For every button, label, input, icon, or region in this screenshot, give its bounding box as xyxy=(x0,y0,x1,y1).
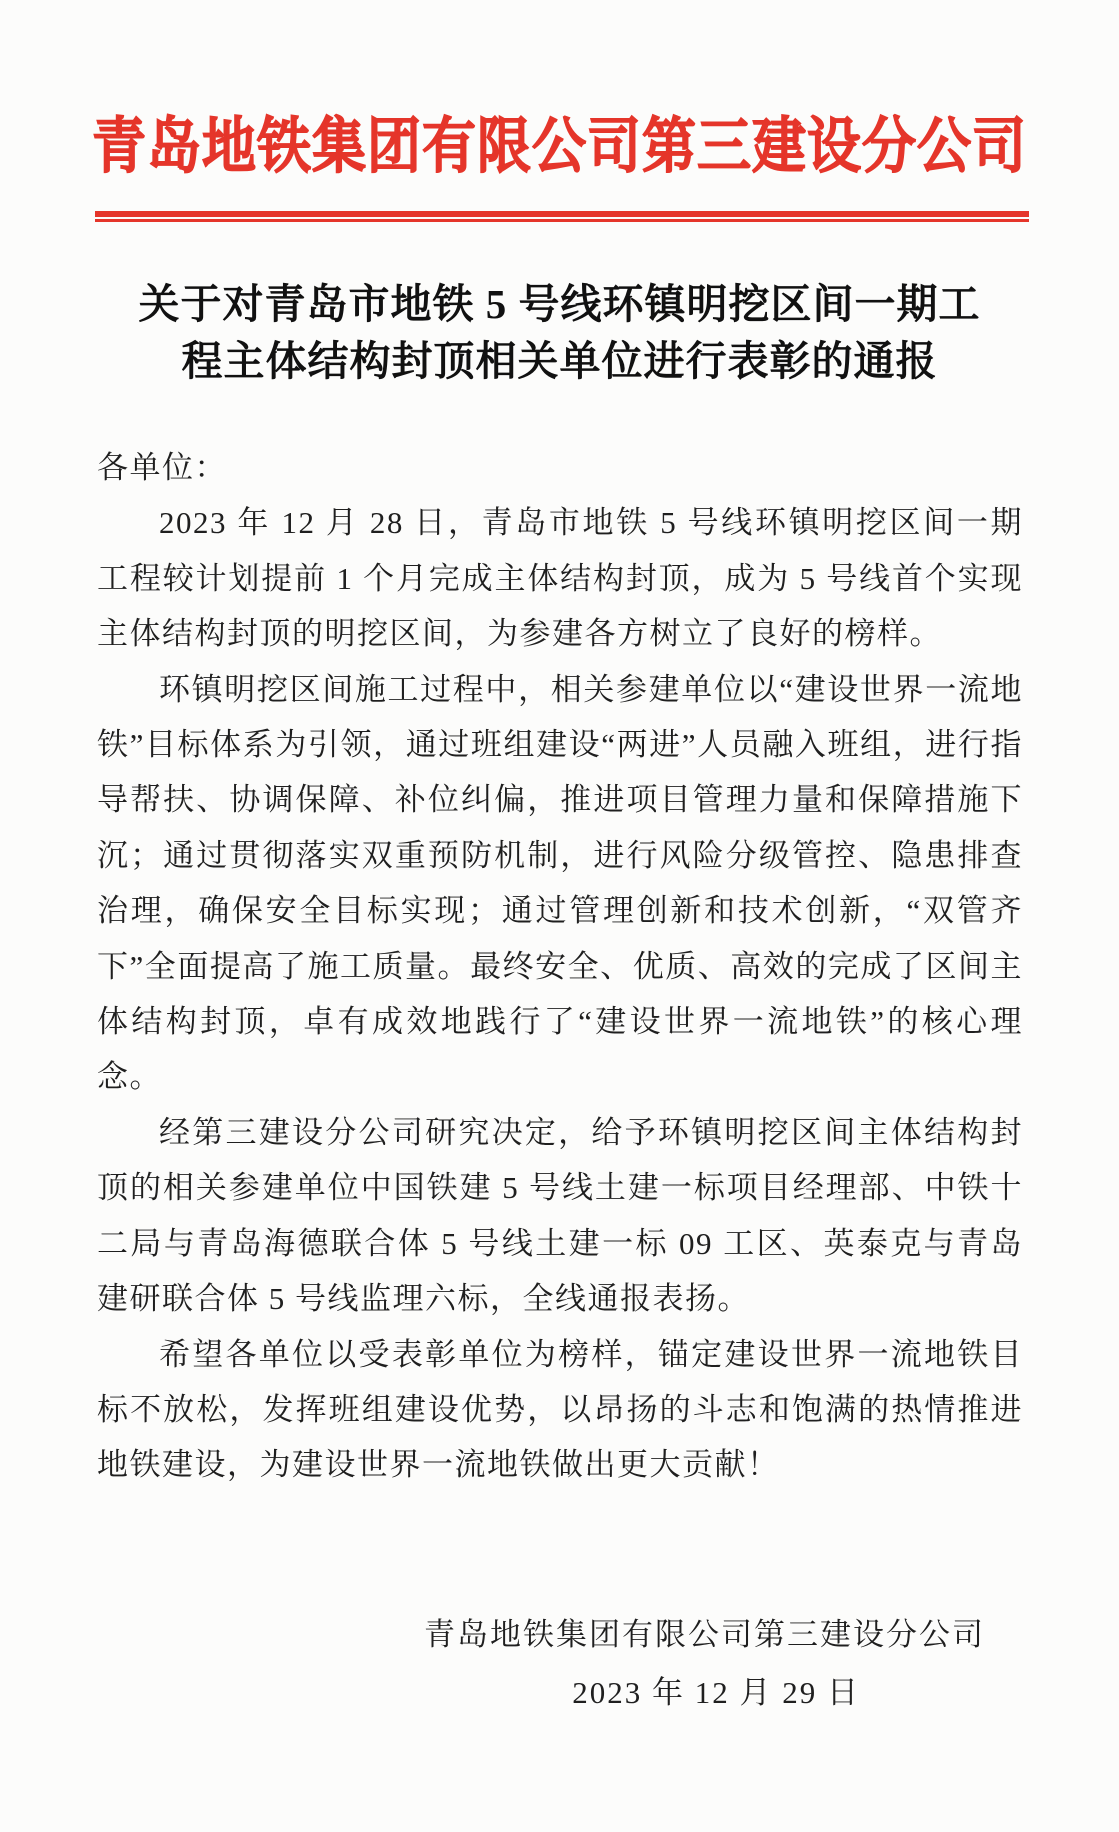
signature-date: 2023 年 12 月 29 日 xyxy=(572,1675,860,1710)
salutation: 各单位： xyxy=(97,450,227,485)
body-paragraph-4: 希望各单位以受表彰单位为榜样，锚定建设世界一流地铁目标不放松，发挥班组建设优势，以昂扬的斗志和饱满的热情推进地铁建设，为建设世界一流地铁做出更大贡献！ xyxy=(97,1336,1023,1483)
document-body xyxy=(97,440,1023,1493)
body-paragraph-2: 环镇明挖区间施工过程中，相关参建单位以“建设世界一流地铁”目标体系为引领，通过班组建设“两进”人员融入班组，进行指导帮扶、协调保障、补位纠偏，推进项目管理力量和保障措施下沉；通过贯彻落实双重预防机制，进行风险分级管控、隐患排查治理，确保安全目标实现；通过管理创新和技术创新，“双管齐下”全面提高了施工质量。最终安全、优质、高效的完成了区间主体结构封顶，卓有成效地践行了“建设世界一流地铁”的核心理念。 xyxy=(97,671,1023,1095)
body-paragraph-3: 经第三建设分公司研究决定，给予环镇明挖区间主体结构封顶的相关参建单位中国铁建 5 号线土建一标项目经理部、中铁十二局与青岛海德联合体 5 号线土建一标 09 工区、英泰克与青岛建研联合体 5 号线监理六标，全线通报表扬。 xyxy=(97,1114,1023,1317)
body-paragraph-1: 2023 年 12 月 28 日，青岛市地铁 5 号线环镇明挖区间一期工程较计划提前 1 个月完成主体结构封顶，成为 5 号线首个实现主体结构封顶的明挖区间，为参建各方树立了良好的榜样。 xyxy=(97,505,1023,652)
document-title xyxy=(60,276,1059,390)
signature-company: 青岛地铁集团有限公司第三建设分公司 xyxy=(424,1617,985,1652)
document-title-line2: 程主体结构封顶相关单位进行表彰的通报 xyxy=(181,338,938,384)
signature-block xyxy=(0,1612,1119,1716)
masthead-company-name: 青岛地铁集团有限公司第三建设分公司 xyxy=(92,112,1027,180)
red-divider-line xyxy=(95,211,1029,222)
document-title-line1: 关于对青岛市地铁 5 号线环镇明挖区间一期工 xyxy=(138,281,981,327)
